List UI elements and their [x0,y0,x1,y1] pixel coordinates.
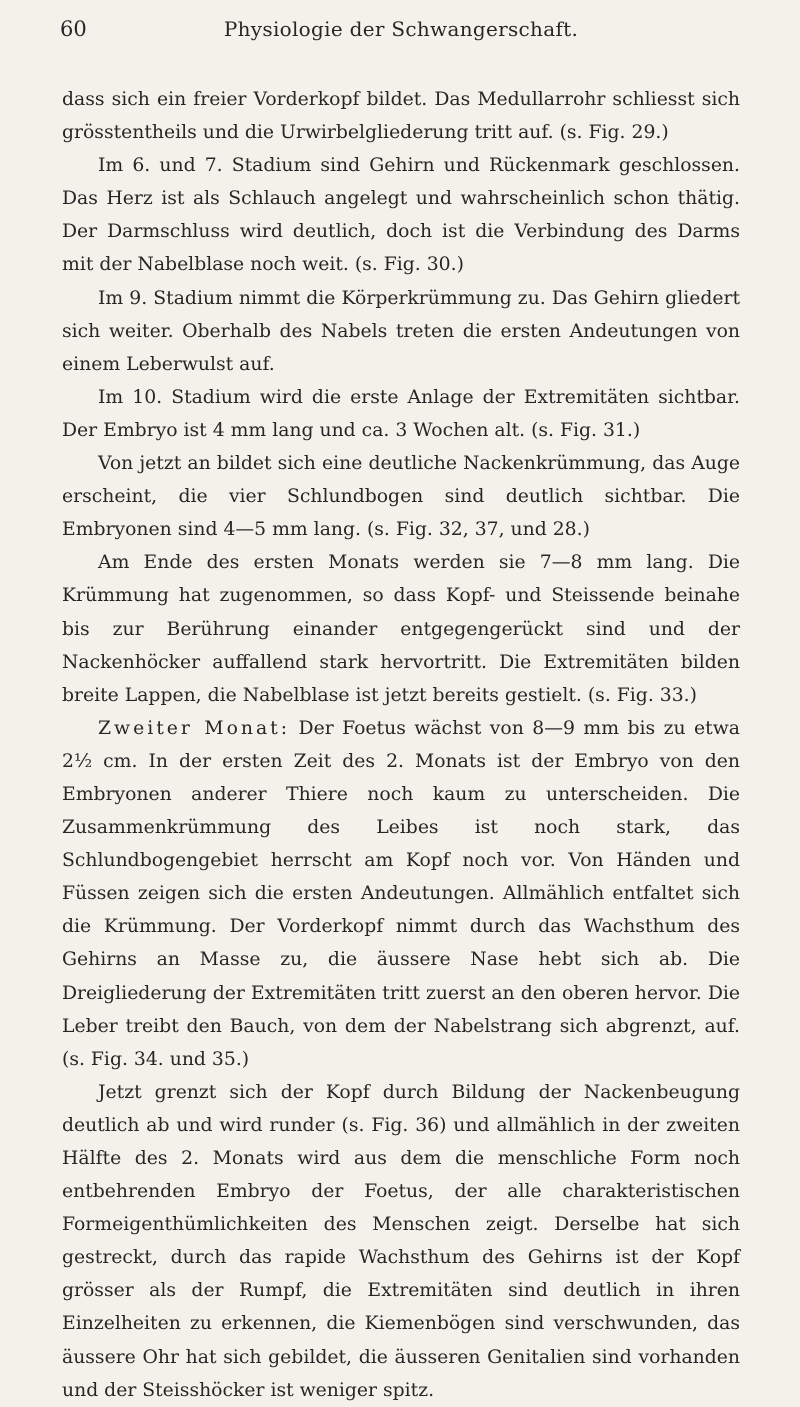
paragraph-zweiter-monat-text: Der Foetus wächst von 8—9 mm bis zu etwa 2½ cm. In der ersten Zeit des 2. Monats ist der Embryo von den Embryonen anderer Thiere noch kaum zu unterscheiden. Die Zusammenkrümmung des Leibes ist noch stark, das Schlundbogengebiet herrscht am Kopf noch vor. Von Händen und Füssen zeigen sich die ersten Andeutungen. Allmählich entfaltet sich die Krümmung. Der Vorderkopf nimmt durch das Wachsthum des Gehirns an Masse zu, die äussere Nase hebt sich ab. Die Dreigliederung der Extremitäten tritt zuerst an den oberen hervor. Die Leber treibt den Bauch, von dem der Nabelstrang sich abgrenzt, auf. (s. Fig. 34. und 35.) [62,717,740,1070]
paragraph-1: dass sich ein freier Vorderkopf bildet. Das Medullarrohr schliesst sich grösstentheils und die Urwirbelgliederung tritt auf. (s. Fig. 29.) [62,89,740,144]
paragraph-stadium-10: Im 10. Stadium wird die erste Anlage der Extremitäten sichtbar. Der Embryo ist 4 mm lang und ca. 3 Wochen alt. (s. Fig. 31.) [62,386,740,441]
paragraph-stadium-9: Im 9. Stadium nimmt die Körperkrümmung zu. Das Gehirn gliedert sich weiter. Oberhalb des Nabels treten die ersten Andeutungen von einem Leberwulst auf. [62,287,740,375]
body-text [62,83,740,1407]
section-lead: Zweiter Monat: [98,717,291,739]
paragraph-ende-erster-monat: Am Ende des ersten Monats werden sie 7—8 mm lang. Die Krümmung hat zugenommen, so dass Kopf- und Steissende beinahe bis zur Berührung einander entgegengerückt sind und der Nackenhöcker auffallend stark hervortritt. Die Extremitäten bilden breite Lappen, die Nabelblase ist jetzt bereits gestielt. (s. Fig. 33.) [62,552,740,706]
paragraph-stadium-6-7: Im 6. und 7. Stadium sind Gehirn und Rückenmark geschlossen. Das Herz ist als Schlauch angelegt und wahrscheinlich schon thätig. Der Darmschluss wird deutlich, doch ist die Verbindung des Darms mit der Nabelblase noch weit. (s. Fig. 30.) [62,155,740,276]
running-title: Physiologie der Schwangerschaft. [223,17,579,41]
paragraph-foetus: Jetzt grenzt sich der Kopf durch Bildung der Nackenbeugung deutlich ab und wird runder (s. Fig. 36) und allmählich in der zweiten Hälfte des 2. Monats wird aus dem die menschliche Form noch entbehrenden Embryo der Foetus, der alle charakteristischen Formeigenthümlichkeiten des Menschen zeigt. Derselbe hat sich gestreckt, durch das rapide Wachsthum des Gehirns ist der Kopf grösser als der Rumpf, die Extremitäten sind deutlich in ihren Einzelheiten zu erkennen, die Kiemenbögen sind verschwunden, das äussere Ohr hat sich gebildet, die äusseren Genitalien sind vorhanden und der Steisshöcker ist weniger spitz. [62,1081,740,1401]
page-header [62,17,740,47]
paragraph-zweiter-monat [62,712,740,1076]
paragraph-nackenkruemmung: Von jetzt an bildet sich eine deutliche Nackenkrümmung, das Auge erscheint, die vier Schlundbogen sind deutlich sichtbar. Die Embryonen sind 4—5 mm lang. (s. Fig. 32, 37, und 28.) [62,453,740,541]
page-number: 60 [60,17,87,41]
